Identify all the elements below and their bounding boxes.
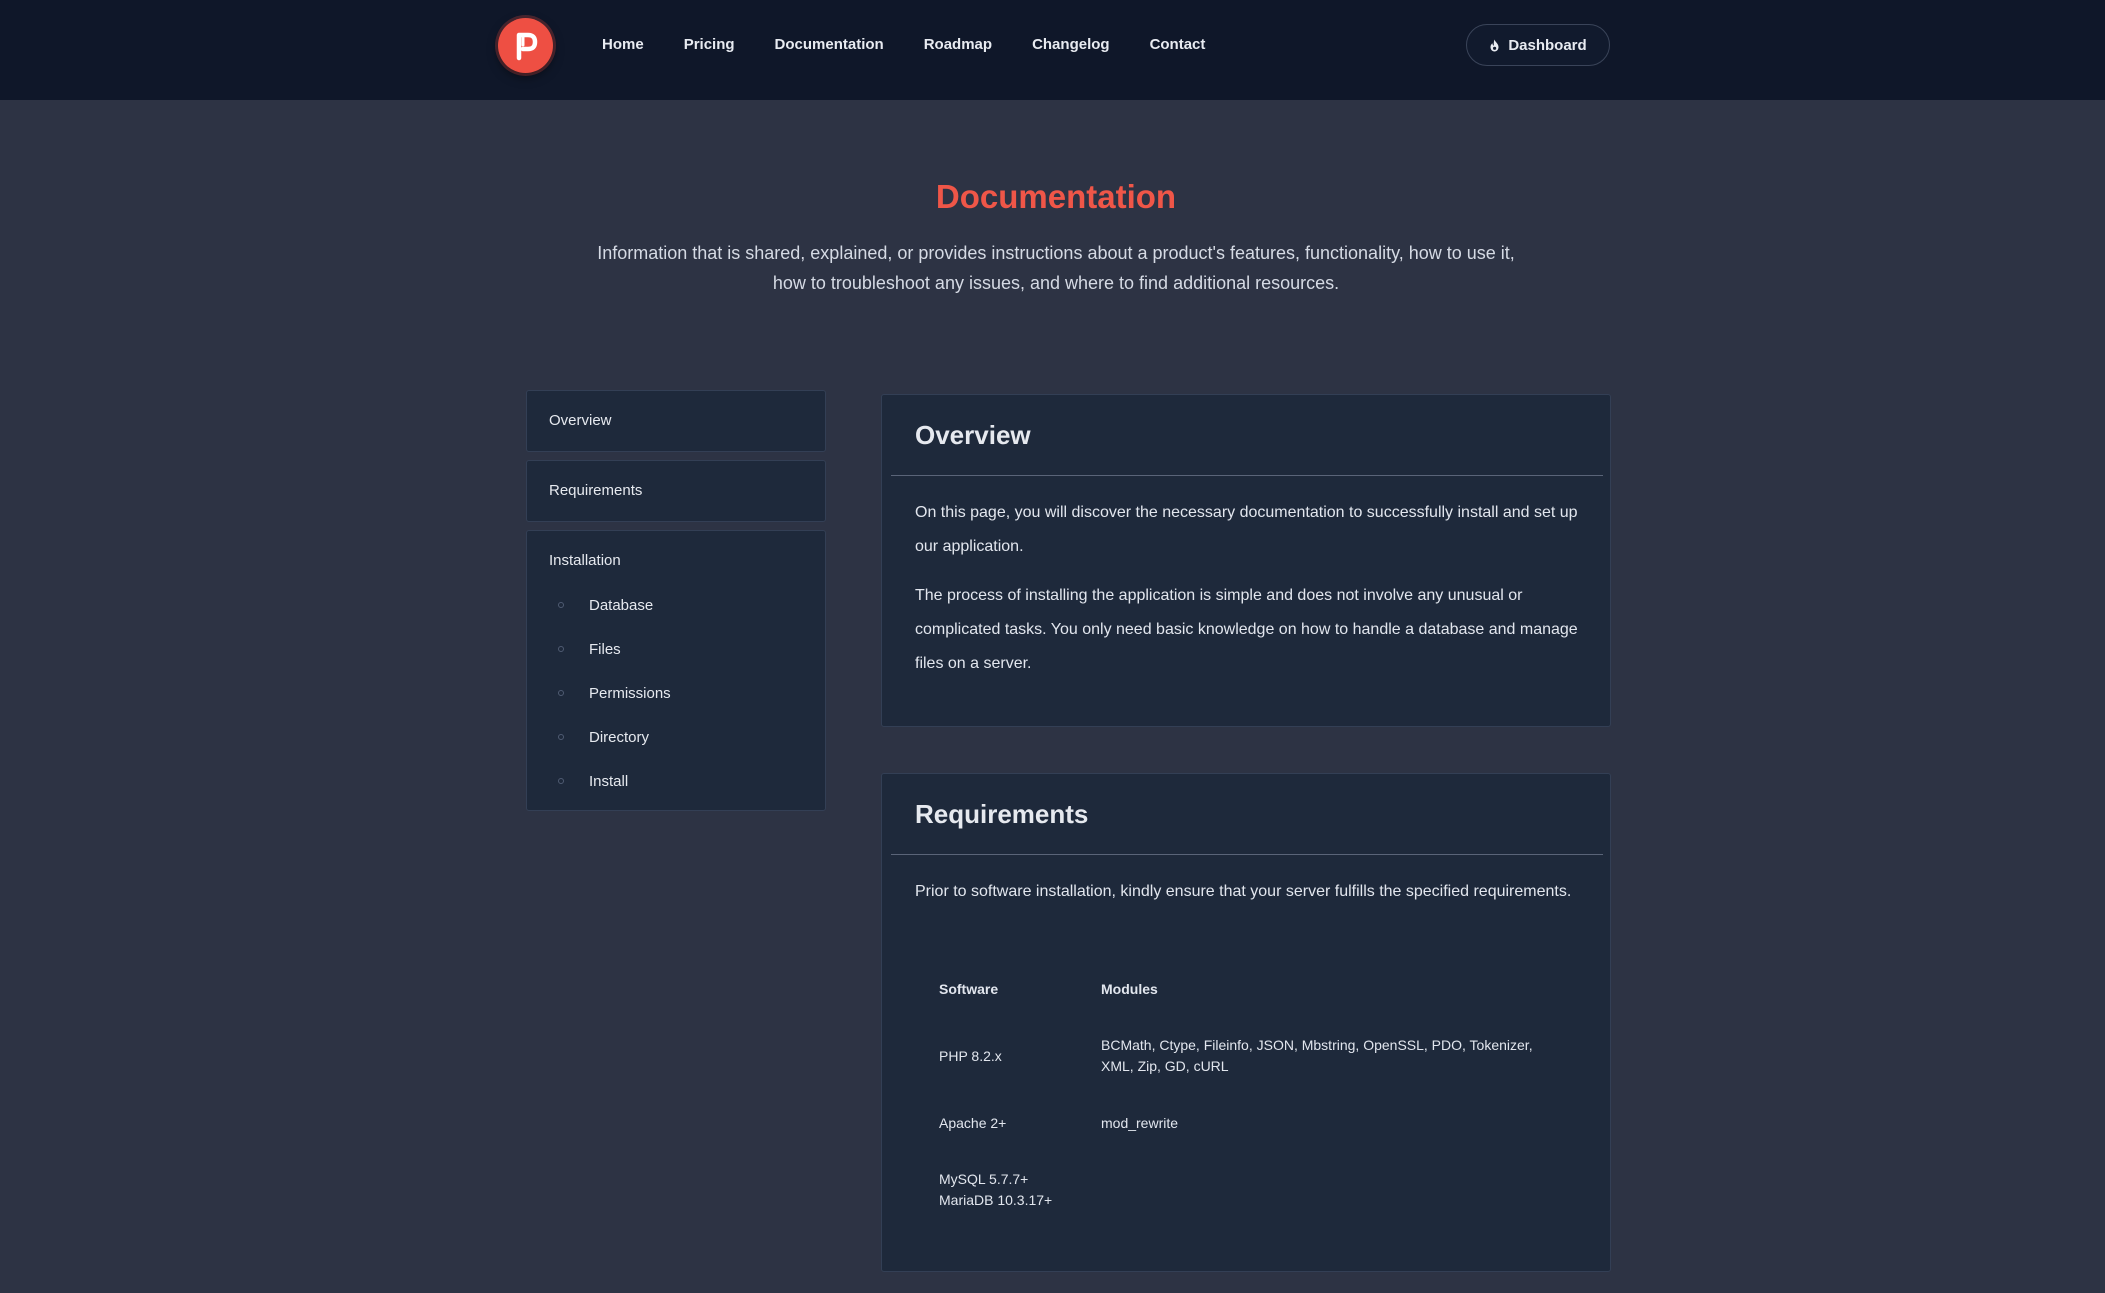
sidebar-item-label: Overview bbox=[549, 412, 612, 429]
circle-bullet-icon bbox=[558, 734, 564, 740]
nav-roadmap[interactable]: Roadmap bbox=[923, 35, 993, 53]
table-cell-modules: BCMath, Ctype, Fileinfo, JSON, Mbstring, OpenSSL, PDO, Tokenizer, XML, Zip, GD, cURL bbox=[1101, 1037, 1533, 1074]
table-cell-modules: mod_rewrite bbox=[1101, 1115, 1179, 1131]
logo[interactable] bbox=[498, 18, 553, 73]
nav-documentation[interactable]: Documentation bbox=[774, 35, 884, 53]
sidebar-item-label: Requirements bbox=[549, 482, 643, 499]
sidebar-subitem-permissions[interactable] bbox=[527, 678, 825, 708]
sidebar-subitem-label: Files bbox=[589, 640, 621, 658]
overview-paragraph-2: The process of installing the application is simple and does not involve any unusual or complicated tasks. You only need basic knowledge on how to handle a database and manage files on a server. bbox=[915, 587, 1578, 672]
sidebar-subitem-label: Permissions bbox=[589, 684, 671, 702]
sidebar-subitem-database[interactable] bbox=[527, 590, 825, 620]
table-cell-software: PHP 8.2.x bbox=[939, 1048, 1002, 1064]
overview-card bbox=[881, 394, 1611, 727]
sidebar-item-overview[interactable] bbox=[526, 390, 826, 452]
sidebar-subitem-label: Install bbox=[589, 772, 629, 790]
sidebar-item-installation[interactable]: Installation bbox=[549, 552, 621, 569]
divider bbox=[891, 475, 1603, 476]
sidebar-subitem-files[interactable] bbox=[527, 634, 825, 664]
dashboard-button[interactable] bbox=[1466, 24, 1610, 66]
circle-bullet-icon bbox=[558, 690, 564, 696]
table-cell-software-alt: MariaDB 10.3.17+ bbox=[939, 1192, 1053, 1208]
sidebar-subitem-label: Directory bbox=[589, 728, 650, 746]
nav-contact[interactable]: Contact bbox=[1149, 35, 1206, 53]
sidebar-subitem-install[interactable] bbox=[527, 766, 825, 796]
sidebar-subitem-label: Database bbox=[589, 596, 654, 614]
requirements-card bbox=[881, 773, 1611, 1272]
circle-bullet-icon bbox=[558, 646, 564, 652]
page-title: Documentation bbox=[935, 178, 1177, 215]
requirements-intro: Prior to software installation, kindly ensure that your server fulfills the specified requirements. bbox=[915, 883, 1572, 900]
top-navbar bbox=[0, 0, 2105, 100]
table-cell-software: MySQL 5.7.7+ bbox=[939, 1171, 1029, 1187]
section-title: Requirements bbox=[915, 799, 1089, 829]
table-header-modules: Modules bbox=[1101, 981, 1158, 997]
logo-p-icon bbox=[498, 18, 553, 73]
sidebar-subitem-directory[interactable] bbox=[527, 722, 825, 752]
circle-bullet-icon bbox=[558, 602, 564, 608]
circle-bullet-icon bbox=[558, 778, 564, 784]
nav-home[interactable]: Home bbox=[602, 35, 644, 53]
nav-pricing[interactable]: Pricing bbox=[683, 35, 735, 53]
table-header-software: Software bbox=[939, 981, 999, 997]
section-title: Overview bbox=[915, 420, 1031, 450]
sidebar-item-requirements[interactable] bbox=[526, 460, 826, 522]
dashboard-label: Dashboard bbox=[1508, 36, 1587, 54]
overview-paragraph-1: On this page, you will discover the necessary documentation to successfully install and set up our application. bbox=[915, 504, 1578, 555]
sidebar-group-installation bbox=[526, 530, 826, 811]
table-cell-software: Apache 2+ bbox=[939, 1115, 1007, 1131]
main-nav bbox=[602, 0, 1245, 88]
page-subtitle: Information that is shared, explained, or provides instructions about a product's features, functionality, how to use it, how to troubleshoot any issues, and where to find additional resources. bbox=[597, 243, 1515, 293]
flame-icon bbox=[1489, 39, 1500, 52]
divider bbox=[891, 854, 1603, 855]
nav-changelog[interactable]: Changelog bbox=[1032, 35, 1110, 53]
